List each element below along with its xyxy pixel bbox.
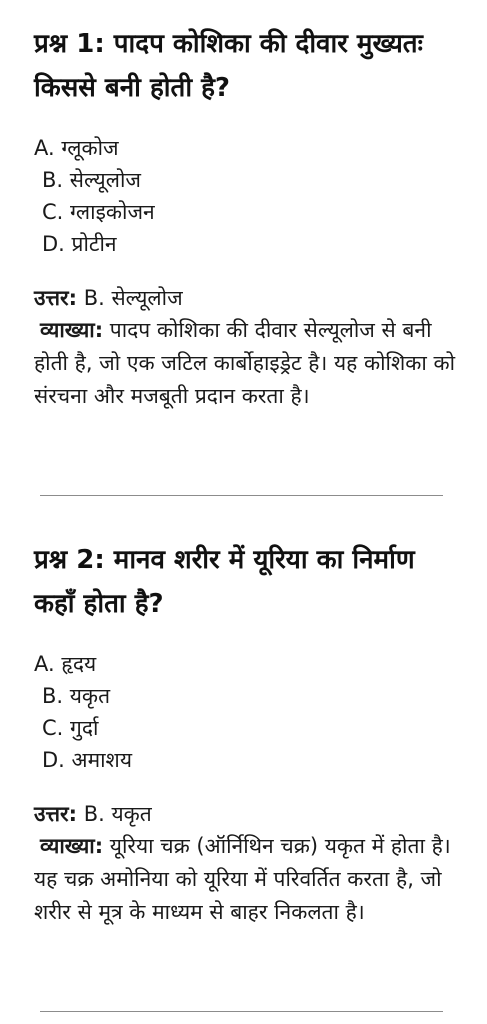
answer-line xyxy=(34,798,464,830)
option-d: D. प्रोटीन xyxy=(42,232,117,256)
question-block-2 xyxy=(34,538,464,929)
explanation-label: व्याख्या: xyxy=(40,834,104,858)
divider xyxy=(40,495,443,496)
answer-value: B. यकृत xyxy=(77,802,152,826)
question-title: प्रश्न 2: मानव शरीर में यूरिया का निर्माण कहाँ होता है? xyxy=(34,545,415,619)
options-list xyxy=(34,132,464,260)
option-c: C. गुर्दा xyxy=(42,716,99,740)
options-list xyxy=(34,648,464,776)
explanation-text: पादप कोशिका की दीवार सेल्यूलोज से बनी होती है, जो एक जटिल कार्बोहाइड्रेट है। यह कोशिका को संरचना और मजबूती प्रदान करता है। xyxy=(34,318,456,408)
answer-line xyxy=(34,282,464,314)
answer-label: उत्तर: xyxy=(34,286,78,310)
explanation-text: यूरिया चक्र (ऑर्निथिन चक्र) यकृत में होता है। यह चक्र अमोनिया को यूरिया में परिवर्तित करता है, जो शरीर से मूत्र के माध्यम से बाहर निकलता है। xyxy=(34,834,451,924)
explanation xyxy=(34,314,464,413)
option-b: B. यकृत xyxy=(42,684,111,708)
option-b: B. सेल्यूलोज xyxy=(42,168,141,192)
question-block-1 xyxy=(34,22,464,413)
explanation-label: व्याख्या: xyxy=(40,318,104,342)
option-a: A. हृदय xyxy=(34,652,97,676)
option-c: C. ग्लाइकोजन xyxy=(42,200,155,224)
question-title: प्रश्न 1: पादप कोशिका की दीवार मुख्यतः किससे बनी होती है? xyxy=(34,29,423,103)
option-a: A. ग्लूकोज xyxy=(34,136,119,160)
answer-label: उत्तर: xyxy=(34,802,78,826)
explanation xyxy=(34,830,464,929)
answer-value: B. सेल्यूलोज xyxy=(77,286,183,310)
option-d: D. अमाशय xyxy=(42,748,133,772)
divider xyxy=(40,1011,443,1012)
